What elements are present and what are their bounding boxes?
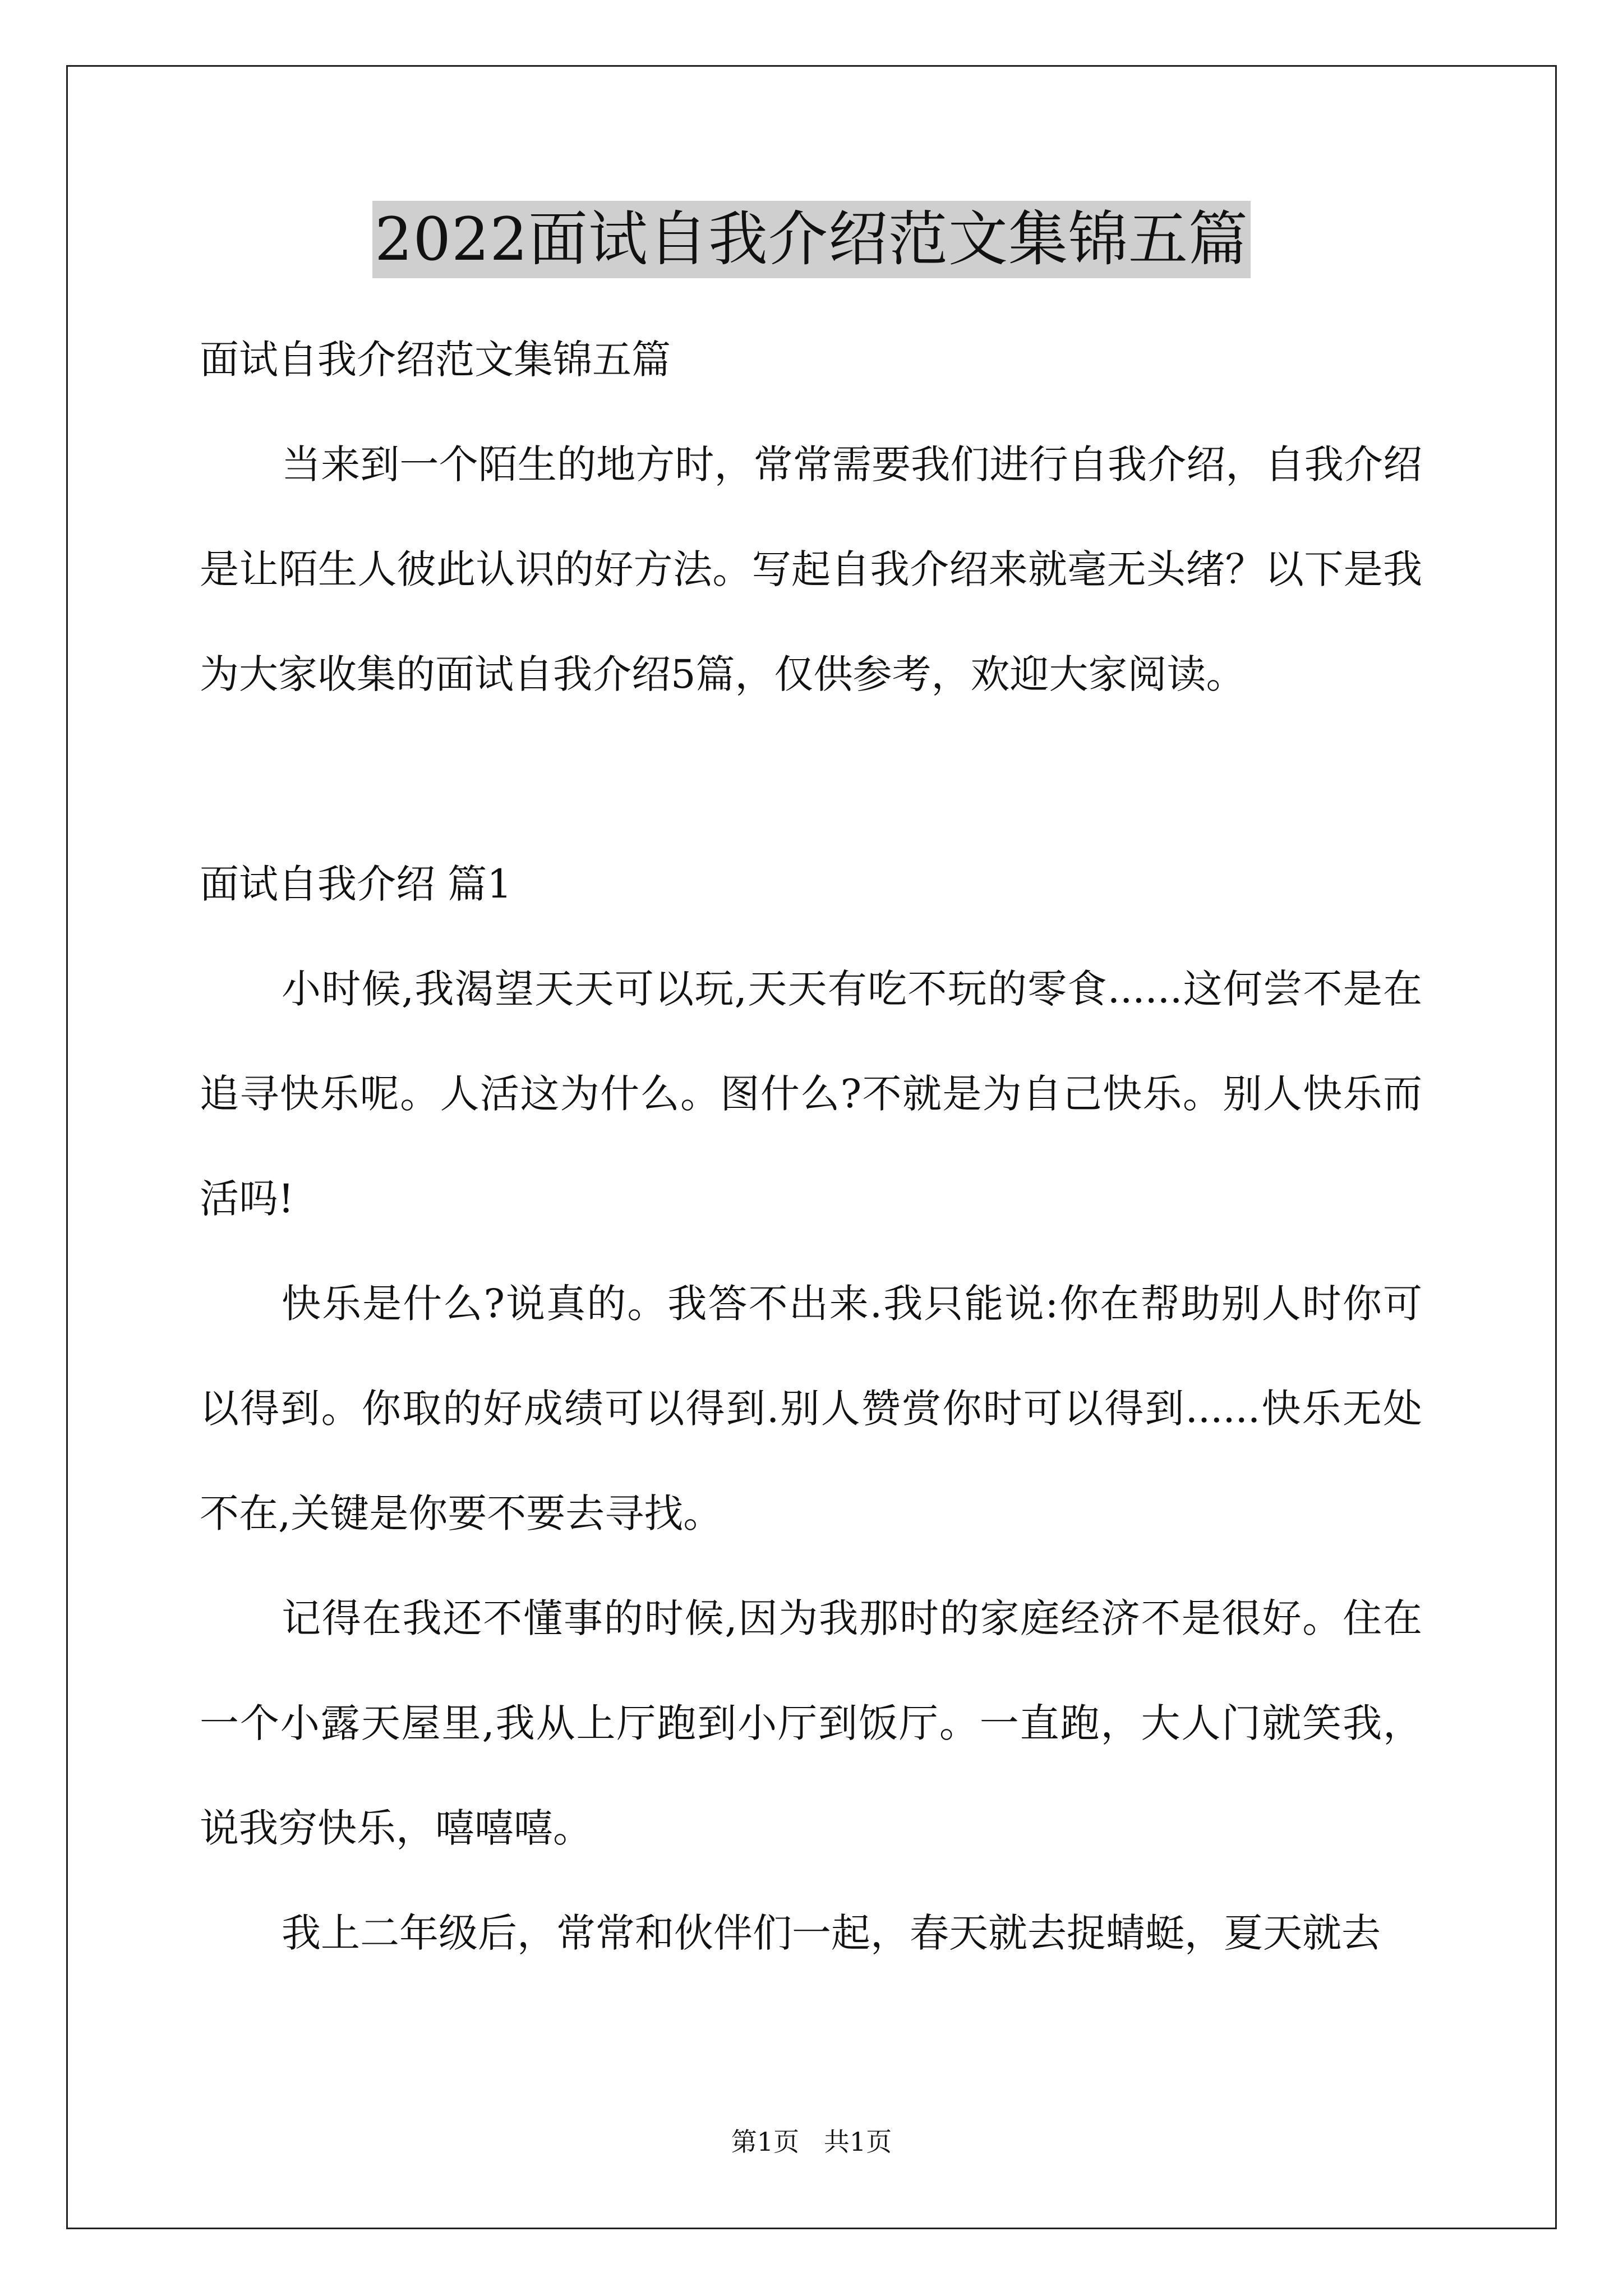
page-footer: 第1页 共1页 [731, 2127, 892, 2157]
intro-paragraph: 当来到一个陌生的地方时，常常需要我们进行自我介绍，自我介绍是让陌生人彼此认识的好方法。写起自我介绍来就毫无头绪？以下是我为大家收集的面试自我介绍5篇，仅供参考，欢迎大家阅读。 [200, 441, 1422, 697]
document-body [200, 307, 1422, 1986]
body-paragraph: 记得在我还不懂事的时候,因为我那时的家庭经济不是很好。住在一个小露天屋里,我从上厅跑到小厅到饭厅。一直跑，大人门就笑我，说我穷快乐，嘻嘻嘻。 [200, 1595, 1422, 1851]
body-paragraph: 小时候,我渴望天天可以玩,天天有吃不玩的零食......这何尝不是在追寻快乐呢。人活这为什么。图什么?不就是为自己快乐。别人快乐而活吗! [200, 966, 1422, 1222]
section-heading: 面试自我介绍 篇1 [200, 861, 512, 907]
document-subtitle: 面试自我介绍范文集锦五篇 [200, 337, 671, 383]
title-container [0, 201, 1623, 278]
body-paragraph: 快乐是什么?说真的。我答不出来.我只能说:你在帮助别人时你可以得到。你取的好成绩可以得到.别人赞赏你时可以得到......快乐无处不在,关键是你要不要去寻找。 [200, 1281, 1422, 1536]
document-title: 2022面试自我介绍范文集锦五篇 [372, 201, 1251, 278]
body-paragraph: 我上二年级后，常常和伙伴们一起，春天就去捉蜻蜓，夏天就去 [282, 1910, 1381, 1956]
section-spacer [200, 727, 1422, 832]
